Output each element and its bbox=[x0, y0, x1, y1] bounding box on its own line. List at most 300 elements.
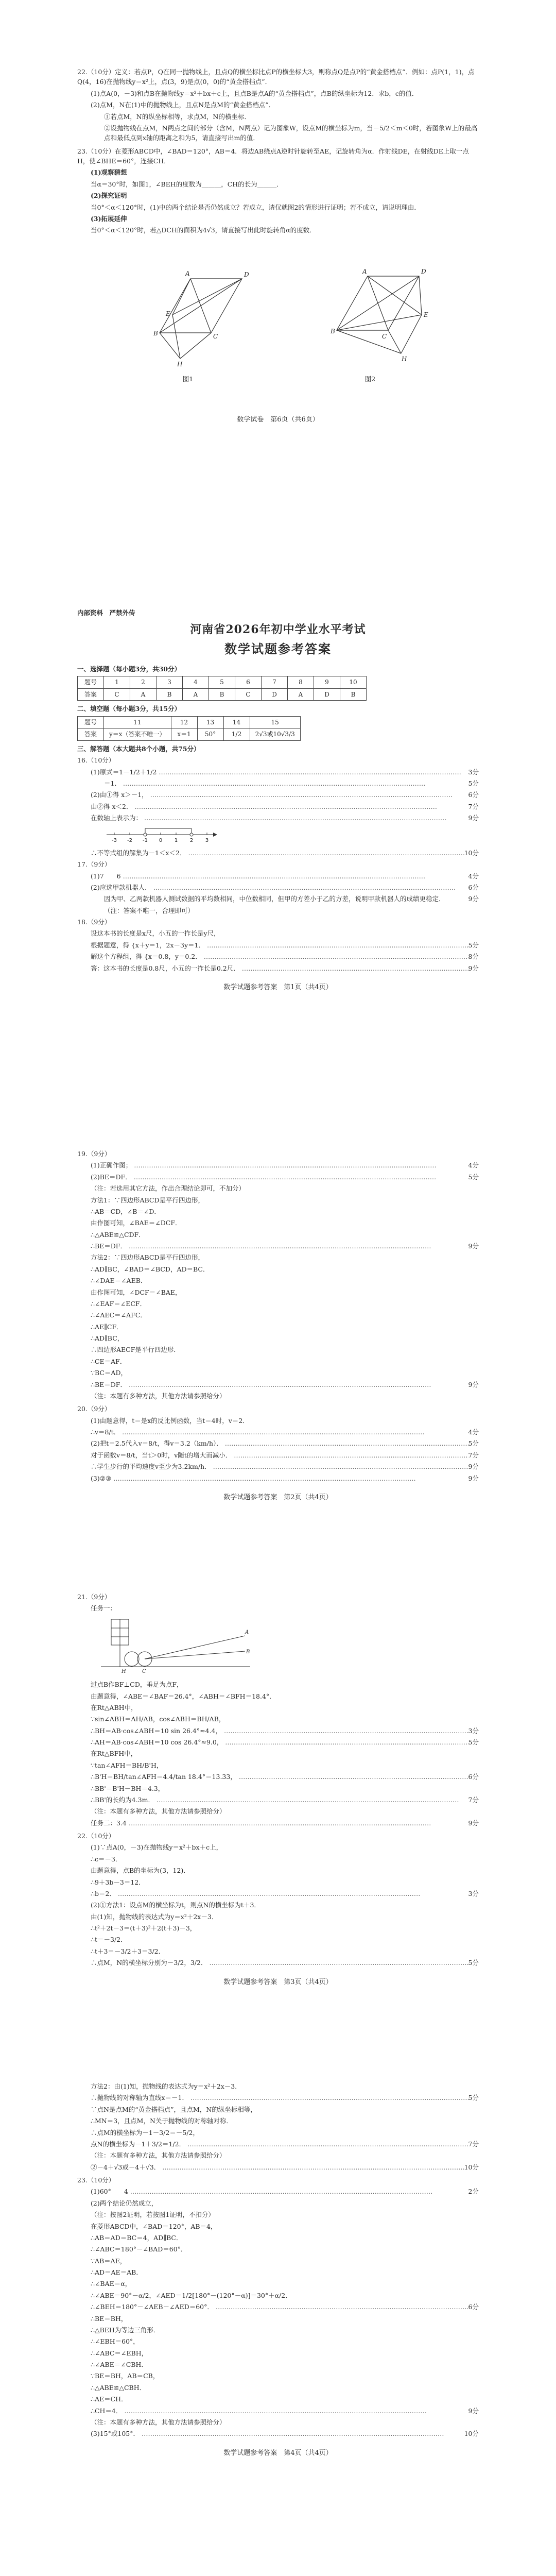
answer-text: 由题意得，∠ABE＝∠BAF＝26.4°，∠ABH＝∠BFH＝18.4°． bbox=[91, 1692, 276, 1700]
table-cell: C bbox=[235, 688, 262, 701]
answer-line bbox=[77, 871, 479, 881]
answer-text: ∴t²＋2t－3＝(t＋3)²＋2(t＋3)－3， bbox=[91, 1924, 197, 1932]
q23-stem: 23.（10分）在菱形ABCD中，∠BAD＝120°，AB＝4．将边AB绕点A逆时针旋转至AE，记旋转角为α．作射线DE，在射线DE上取一点H，使∠BHE＝60°，连接CH． bbox=[77, 147, 469, 165]
answer-line bbox=[77, 1160, 479, 1170]
answer-line bbox=[77, 1854, 479, 1864]
choice-answer-table bbox=[77, 676, 367, 701]
q23-part3-title: (3)拓展延伸 bbox=[91, 214, 127, 223]
answer-line bbox=[77, 940, 479, 950]
answer-line bbox=[77, 1416, 479, 1426]
score: 9分 bbox=[468, 2406, 479, 2415]
score: 4分 bbox=[468, 872, 479, 880]
answer-text: ∴∠DAE＝∠AEB． bbox=[91, 1277, 147, 1285]
answer-line bbox=[77, 1218, 479, 1228]
table-cell: 14 bbox=[223, 716, 250, 728]
answer-line bbox=[77, 1946, 479, 1956]
answer-text: ∴学生步行的平均速度v至少为3.2km/h． bbox=[91, 1463, 211, 1471]
answer-text: 由作图可知，∠BAE＝∠DCF． bbox=[91, 1219, 182, 1227]
table-cell: A bbox=[130, 688, 157, 701]
table-cell: 1/2 bbox=[223, 728, 250, 741]
score: 7分 bbox=[468, 1795, 479, 1804]
answer-line bbox=[77, 1207, 479, 1216]
answer-text: ∴CE＝AF． bbox=[91, 1357, 127, 1365]
answer-text: (2)由①得 x＞－1， bbox=[91, 791, 148, 799]
answer-line bbox=[77, 2128, 479, 2138]
answer-text: (1)7 6 bbox=[91, 872, 121, 880]
answer-text: (3)②③ bbox=[91, 1474, 112, 1482]
table-cell: 11 bbox=[104, 716, 171, 728]
answer-text: ∴AB＝CD，∠B＝∠D． bbox=[91, 1207, 161, 1215]
answer-line bbox=[77, 2256, 479, 2266]
answer-text: ∴∠EBH＝60°， bbox=[91, 2337, 140, 2346]
q23-part1: 当α＝30°时，如图1，∠BEH的度数为______，CH的长为______． bbox=[91, 180, 283, 188]
answer-text: ∴BE＝BH， bbox=[91, 2314, 128, 2323]
score: 3分 bbox=[468, 768, 479, 776]
section-2-title: 二、填空题（每小题3分，共15分） bbox=[77, 705, 181, 713]
table-cell: 12 bbox=[171, 716, 197, 728]
answer-text: ＝1． bbox=[104, 779, 121, 787]
answer-text: 答：这本书的长度是0.8尺，小五的一拃长是0.2尺． bbox=[91, 964, 240, 972]
exam-page-6 bbox=[77, 67, 479, 426]
answer-text: 由作图可知，∠DCF＝∠BAE， bbox=[91, 1288, 182, 1296]
answer-line bbox=[77, 2198, 479, 2208]
table-row bbox=[78, 716, 301, 728]
answer-line bbox=[77, 1772, 479, 1782]
section-3-title: 三、解答题（本大题共8个小题，共75分） bbox=[77, 744, 200, 753]
answer-line bbox=[77, 1866, 479, 1875]
answer-text: ∵tan∠AFH＝BH/B'H， bbox=[91, 1761, 163, 1769]
answer-text: (2)应选甲款机器人． bbox=[91, 883, 151, 891]
answer-text: ∴AE∥CF． bbox=[91, 1323, 123, 1331]
answer-text: (1)原式＝1－1/2＋1/2 bbox=[91, 768, 157, 776]
answer-line bbox=[77, 2360, 479, 2369]
answer-line bbox=[77, 1183, 479, 1193]
svg-text:A: A bbox=[362, 267, 367, 275]
score: 6分 bbox=[468, 791, 479, 799]
answer-text: (2)把t＝2.5代入v＝8/t，得v＝3.2（km/h）． bbox=[91, 1439, 223, 1448]
q22-part2a: ①若点M，N的纵坐标相等，求点M，N的横坐标． bbox=[104, 112, 251, 121]
table-cell: 1 bbox=[104, 676, 130, 689]
q19-answers bbox=[77, 1160, 479, 1401]
answer-text: ∵BE＝BH，AB＝CB， bbox=[91, 2372, 160, 2380]
number-line bbox=[77, 824, 479, 848]
answer-line bbox=[77, 2314, 479, 2324]
answer-line bbox=[77, 1726, 479, 1736]
score: 5分 bbox=[468, 1173, 479, 1181]
answer-text: ∴∠ABC＝180°－∠BAD＝60°． bbox=[91, 2245, 187, 2253]
score: 3分 bbox=[468, 1889, 479, 1897]
answer-text: 因为甲、乙两款机器人测试数据的平均数相同，中位数相同，但甲的方差小于乙的方差，说明甲款机器人的成绩更稳定． bbox=[104, 895, 445, 903]
score: 6分 bbox=[468, 1773, 479, 1781]
score: 2分 bbox=[468, 2188, 479, 2196]
answer-line bbox=[77, 1368, 479, 1378]
answer-text: (2)①方法1：设点M的横坐标为t，则点N的横坐标为t＋3． bbox=[91, 1901, 260, 1909]
answer-line bbox=[77, 2081, 479, 2091]
tick-label: 3 bbox=[205, 838, 209, 844]
answer-line bbox=[77, 1345, 479, 1354]
answer-line bbox=[77, 1287, 479, 1297]
answer-text: 解这个方程组，得 {x＝0.8，y＝0.2． bbox=[91, 953, 202, 961]
answer-line bbox=[77, 1749, 479, 1758]
answer-text: (1)∵点A(0，－3)在抛物线y＝x²＋bx＋c上， bbox=[91, 1843, 223, 1852]
score: 5分 bbox=[468, 779, 479, 787]
table-cell: 13 bbox=[197, 716, 223, 728]
answer-text: ∴c＝－3． bbox=[91, 1855, 122, 1863]
answer-line bbox=[77, 1760, 479, 1770]
table-cell: B bbox=[340, 688, 367, 701]
q22-part2: (2)点M，N在(1)中的抛物线上，且点N是点M的“黄金搭档点”． bbox=[91, 101, 275, 109]
table-cell: 7 bbox=[262, 676, 288, 689]
answer-text: 任务二：3.4 bbox=[91, 1819, 127, 1827]
answer-text: 方法2：∵四边形ABCD是平行四边形， bbox=[91, 1253, 204, 1262]
answer-line bbox=[77, 2348, 479, 2358]
answer-text: ∴v＝8/t． bbox=[91, 1428, 120, 1436]
q22-part2b: ②设抛物线在点M，N两点之间的部分（含M，N两点）记为图象W，设点M的横坐标为m，当－5/2＜m＜0时，若图象W上的最高点和最低点到x轴的距离之和为5，请直接写出m的值． bbox=[104, 124, 478, 142]
answer-text: ∴AD∥BC， bbox=[91, 1334, 124, 1342]
svg-text:A: A bbox=[245, 1629, 249, 1635]
score: 9分 bbox=[468, 1380, 479, 1388]
figure-1-diagram bbox=[124, 243, 252, 371]
answer-line bbox=[77, 1252, 479, 1262]
confidential-note: 内部资料 严禁外传 bbox=[77, 609, 135, 617]
answer-line bbox=[77, 1172, 479, 1182]
answer-line bbox=[77, 2150, 479, 2160]
table-cell: y＝x（答案不唯一） bbox=[104, 728, 171, 741]
answer-line bbox=[77, 813, 479, 823]
answer-text: ∴b＝2． bbox=[91, 1889, 116, 1897]
table-cell: B bbox=[209, 688, 235, 701]
answer-text: （注：本题有多种方法，其他方法请参照给分） bbox=[91, 1392, 226, 1400]
q22-answers bbox=[77, 1842, 479, 1968]
table-cell: 6 bbox=[235, 676, 262, 689]
score: 9分 bbox=[468, 1242, 479, 1250]
answers-page-2 bbox=[77, 1149, 479, 1503]
page-footer: 数学试题参考答案 第3页（共4页） bbox=[223, 1978, 333, 1986]
answer-line bbox=[77, 2291, 479, 2300]
answer-text: ∴MN＝3，且点M，N关于抛物线的对称轴对称． bbox=[91, 2117, 233, 2125]
answer-line bbox=[77, 1737, 479, 1747]
answer-text: ∴△ABE≌△CBH． bbox=[91, 2383, 146, 2392]
answer-text: ∴∠ABE＝90°－α/2，∠AED＝1/2[180°－(120°－α)]＝30°＋α/2． bbox=[91, 2291, 292, 2299]
answer-line bbox=[77, 1784, 479, 1793]
answer-text: 对于函数v＝8/t，当t＞0时，v随t的增大而减小． bbox=[91, 1451, 232, 1459]
answer-text: ∴CH＝4． bbox=[91, 2406, 123, 2415]
score: 9分 bbox=[468, 895, 479, 903]
answer-text: ∴∠AEC＝∠AFC． bbox=[91, 1311, 147, 1319]
answer-text: ∴∠EAF＝∠ECF． bbox=[91, 1299, 147, 1308]
answer-text: ∴∠BEH＝180°－∠AEB－∠AED＝60°． bbox=[91, 2303, 214, 2311]
score: 9分 bbox=[468, 1463, 479, 1471]
figure-1-caption: 图1 bbox=[182, 375, 194, 383]
answer-text: ∴BE＝DF． bbox=[91, 1242, 127, 1250]
q18-title: 18.（9分） bbox=[77, 918, 111, 926]
answer-line bbox=[77, 1333, 479, 1343]
answer-line bbox=[77, 2325, 479, 2335]
answer-line bbox=[77, 1923, 479, 1933]
answer-line bbox=[77, 1438, 479, 1448]
svg-text:H: H bbox=[401, 355, 407, 363]
answer-line bbox=[77, 894, 479, 904]
svg-text:C: C bbox=[381, 332, 387, 340]
score: 5分 bbox=[468, 2094, 479, 2102]
table-cell: 答案 bbox=[78, 728, 104, 741]
q23-part1-title: (1)观察猜想 bbox=[91, 168, 127, 177]
score: 9分 bbox=[468, 1819, 479, 1827]
table-cell: 8 bbox=[288, 676, 314, 689]
answer-text: 方法2：由(1)知，抛物线的表达式为y＝x²＋2x－3． bbox=[91, 2082, 241, 2090]
answer-line bbox=[77, 1912, 479, 1922]
answer-text: ∴不等式组的解集为－1＜x＜2． bbox=[91, 849, 186, 857]
answer-line bbox=[77, 2139, 479, 2149]
answer-text: (2)BE＝DF． bbox=[91, 1173, 132, 1181]
svg-text:E: E bbox=[166, 310, 170, 317]
table-row bbox=[78, 688, 367, 701]
table-cell: 10 bbox=[340, 676, 367, 689]
table-cell: 题号 bbox=[78, 676, 104, 689]
answer-line bbox=[77, 883, 479, 892]
answer-text: 点N的横坐标为－1＋3/2＝1/2． bbox=[91, 2140, 186, 2148]
answer-text: ∴t＋3＝－3/2＋3＝3/2． bbox=[91, 1947, 165, 1955]
q21-diagram bbox=[91, 1615, 255, 1677]
svg-text:D: D bbox=[244, 270, 249, 278]
answer-line bbox=[77, 2105, 479, 2114]
answer-line bbox=[77, 1818, 479, 1828]
table-cell: 50° bbox=[197, 728, 223, 741]
score: 4分 bbox=[468, 1428, 479, 1436]
answer-text: 设这本书的长度是x尺，小五的一拃长是y尺， bbox=[91, 929, 220, 938]
answers-page-1 bbox=[77, 608, 479, 993]
answer-text: （注：本题有多种方法，其他方法请参照给分） bbox=[91, 2151, 226, 2160]
answer-line bbox=[77, 2093, 479, 2103]
table-cell: C bbox=[104, 688, 130, 701]
tick-label: -2 bbox=[127, 838, 132, 844]
answer-line bbox=[77, 963, 479, 973]
answer-line bbox=[77, 1462, 479, 1471]
tick-label: -3 bbox=[112, 838, 117, 844]
page-footer: 数学试题参考答案 第1页（共4页） bbox=[223, 983, 333, 991]
score: 3分 bbox=[468, 1726, 479, 1735]
answer-text: ∵点N是点M的“黄金搭档点”，且点M，N的纵坐标相等， bbox=[91, 2105, 257, 2113]
answer-text: 过点B作BF⊥CD，垂足为点F， bbox=[91, 1681, 183, 1689]
answer-text: 由②得 x＜2． bbox=[91, 802, 133, 810]
answer-line bbox=[77, 1806, 479, 1816]
q22-stem: 22.（10分）定义：若点P，Q在同一抛物线上，且点Q的横坐标比点P的横坐标大3，则称点Q是点P的“黄金搭档点”．例如：点P(1，1)，点Q(4，16)在抛物线y＝x²上，点(3，9)是点(0，0)的“黄金搭档点”． bbox=[77, 68, 475, 86]
figure-2-diagram bbox=[306, 243, 435, 371]
answer-text: ∴B'H＝BH/tan∠AFH＝4.4/tan 18.4°＝13.33， bbox=[91, 1773, 237, 1781]
answer-line bbox=[77, 1380, 479, 1389]
answer-line bbox=[77, 2429, 479, 2438]
answer-line bbox=[77, 1391, 479, 1401]
answers-page-4 bbox=[77, 2081, 479, 2459]
answer-text: 在Rt△BFH中， bbox=[91, 1750, 137, 1758]
figure-1 bbox=[124, 243, 252, 384]
answer-text: ∴BB'的长约为4.3m． bbox=[91, 1795, 154, 1804]
answer-text: ∴AH＝AB·cos∠ABH＝10 cos 26.4°≈9.0， bbox=[91, 1738, 223, 1746]
answer-text: ∴△ABE≌△CDF． bbox=[91, 1230, 145, 1239]
table-cell: 4 bbox=[183, 676, 209, 689]
answer-text: 由(1)知，抛物线的表达式为y＝x²＋2x－3． bbox=[91, 1912, 218, 1921]
figure-2 bbox=[306, 243, 435, 384]
svg-text:B: B bbox=[330, 327, 335, 335]
answer-line bbox=[77, 1473, 479, 1483]
answer-line bbox=[77, 848, 479, 858]
answer-text: 在数轴上表示为： bbox=[91, 814, 143, 822]
table-cell: D bbox=[262, 688, 288, 701]
figure-2-caption: 图2 bbox=[364, 375, 376, 383]
table-cell: 5 bbox=[209, 676, 235, 689]
q20-title: 20.（9分） bbox=[77, 1405, 111, 1413]
score: 5分 bbox=[468, 1738, 479, 1746]
table-cell: A bbox=[288, 688, 314, 701]
answer-line bbox=[77, 1195, 479, 1205]
table-cell: 答案 bbox=[78, 688, 104, 701]
score: 6分 bbox=[468, 2303, 479, 2311]
answer-line bbox=[77, 2383, 479, 2393]
answer-text: ∴点M的横坐标为－1－3/2＝－5/2， bbox=[91, 2128, 199, 2137]
answer-line bbox=[77, 1322, 479, 1332]
q23-part2: 当0°＜α＜120°时，(1)中的两个结论是否仍然成立？若成立，请仅就图2的情形进行证明；若不成立，请说明理由． bbox=[91, 203, 421, 211]
table-row bbox=[78, 728, 301, 741]
answer-line bbox=[77, 1958, 479, 1968]
answer-line bbox=[77, 2267, 479, 2277]
answer-line bbox=[77, 790, 479, 800]
section-1-title: 一、选择题（每小题3分，共30分） bbox=[77, 665, 181, 673]
answer-line bbox=[77, 2417, 479, 2427]
score: 5分 bbox=[468, 941, 479, 949]
page-footer: 数学试题参考答案 第4页（共4页） bbox=[223, 2449, 333, 2457]
q23-part2-title: (2)探究证明 bbox=[91, 192, 127, 200]
table-cell: A bbox=[183, 688, 209, 701]
answer-text: ∴t＝－3/2． bbox=[91, 1936, 127, 1944]
table-cell: 15 bbox=[250, 716, 300, 728]
table-cell: B bbox=[157, 688, 183, 701]
score: 10分 bbox=[464, 849, 479, 857]
answer-text: 在菱形ABCD中，∠BAD＝120°，AB＝4， bbox=[91, 2222, 217, 2230]
answer-line bbox=[77, 2233, 479, 2243]
answer-line bbox=[77, 1889, 479, 1899]
q23-answers bbox=[77, 2187, 479, 2438]
q17-title: 17.（9分） bbox=[77, 860, 111, 869]
answer-line bbox=[77, 2244, 479, 2254]
answer-line bbox=[77, 1691, 479, 1701]
answer-text: ∴BE＝DF． bbox=[91, 1380, 127, 1388]
q16-title: 16.（10分） bbox=[77, 756, 115, 765]
score: 5分 bbox=[468, 1439, 479, 1448]
answer-text: （注：本题有多种方法，其他方法请参照给分） bbox=[91, 1807, 226, 1816]
table-row bbox=[78, 676, 367, 689]
answer-line bbox=[77, 1877, 479, 1887]
q21-task-label: 任务一： bbox=[91, 1604, 117, 1613]
answer-text: ∵BC＝AD， bbox=[91, 1369, 127, 1377]
answer-text: （注：按图2证明，若按图1证明，不扣分） bbox=[91, 2211, 215, 2219]
answer-text: ∴AD＝AE＝AB． bbox=[91, 2268, 143, 2276]
q22-continued-answers bbox=[77, 2081, 479, 2172]
answer-text: （注：若选用其它方法，作出合理结论即可，不加分） bbox=[91, 1184, 246, 1193]
answer-line bbox=[77, 1703, 479, 1713]
answer-line bbox=[77, 2371, 479, 2381]
answer-line bbox=[77, 2210, 479, 2219]
figures bbox=[124, 243, 479, 384]
q23-title: 23.（10分） bbox=[77, 2176, 115, 2184]
answer-line bbox=[77, 1427, 479, 1437]
q22-part1: (1)点A(0，－3)和点B在抛物线y＝x²＋bx＋c上，且点B是点A的“黄金搭档点”，点B的纵坐标为12．求b，c的值． bbox=[91, 89, 419, 97]
answer-line bbox=[77, 778, 479, 788]
answer-line bbox=[77, 1264, 479, 1274]
table-cell: 2√3或10√3/3 bbox=[250, 728, 300, 741]
answer-text: ∵sin∠ABH＝AH/AB，cos∠ABH＝BH/AB， bbox=[91, 1715, 225, 1723]
tick-label: 0 bbox=[159, 838, 163, 844]
page-footer: 数学试卷 第6页（共6页） bbox=[237, 416, 319, 424]
q21-answers bbox=[77, 1680, 479, 1828]
answer-text: ∴BH＝AB·cos∠ABH＝10 sin 26.4°≈4.4， bbox=[91, 1726, 222, 1735]
q19-title: 19.（9分） bbox=[77, 1150, 111, 1158]
answer-text: ∴∠ABE＝∠CBH． bbox=[91, 2361, 148, 2368]
score: 10分 bbox=[464, 2430, 479, 2438]
answer-line bbox=[77, 1230, 479, 1240]
answer-text: 在Rt△ABH中， bbox=[91, 1703, 137, 1711]
score: 7分 bbox=[468, 2140, 479, 2148]
q21-figure bbox=[77, 1615, 479, 1680]
answer-line bbox=[77, 1900, 479, 1910]
q21-title: 21.（9分） bbox=[77, 1593, 111, 1601]
score: 9分 bbox=[468, 964, 479, 972]
svg-text:H: H bbox=[177, 360, 183, 368]
score: 9分 bbox=[468, 814, 479, 822]
svg-text:H: H bbox=[121, 1668, 126, 1674]
answer-line bbox=[77, 2302, 479, 2312]
fill-answer-table bbox=[77, 716, 301, 741]
score: 10分 bbox=[464, 2163, 479, 2171]
answer-line bbox=[77, 802, 479, 811]
answer-line bbox=[77, 1450, 479, 1460]
tick-label: 2 bbox=[189, 838, 194, 844]
svg-text:D: D bbox=[421, 267, 426, 275]
exam-title: 河南省2026年初中学业水平考试 bbox=[190, 623, 366, 637]
answer-text: (1)由题意得，t＝是x的反比例函数，当t＝4时，v＝2． bbox=[91, 1416, 249, 1425]
answer-text: ∴四边形AECF是平行四边形． bbox=[91, 1346, 180, 1354]
answer-line bbox=[77, 1299, 479, 1309]
table-cell: 9 bbox=[314, 676, 340, 689]
answer-text: (1)正确作图； bbox=[91, 1161, 132, 1170]
answer-text: ∴∠BAE＝α， bbox=[91, 2280, 132, 2288]
note: （注：答案不唯一，合理即可） bbox=[104, 906, 195, 914]
table-cell: 3 bbox=[157, 676, 183, 689]
answer-text: ∴AB＝AD＝BC＝4，AD∥BC． bbox=[91, 2233, 183, 2242]
svg-text:B: B bbox=[246, 1649, 250, 1655]
score: 5分 bbox=[468, 1959, 479, 1967]
answer-line bbox=[77, 2222, 479, 2231]
score: 7分 bbox=[468, 1451, 479, 1459]
answer-text: (2)两个结论仍然成立， bbox=[91, 2199, 158, 2207]
page-footer: 数学试题参考答案 第2页（共4页） bbox=[223, 1493, 333, 1501]
answer-text: ∴点M，N的横坐标分别为－3/2，3/2． bbox=[91, 1959, 207, 1967]
score: 6分 bbox=[468, 883, 479, 891]
answer-line bbox=[77, 1357, 479, 1366]
answer-text: ∴AD∥BC，∠BAD＝∠BCD，AD＝BC． bbox=[91, 1265, 210, 1273]
score: 9分 bbox=[468, 1474, 479, 1482]
answer-line bbox=[77, 1935, 479, 1944]
answer-text: 由题意得，点B的坐标为(3，12)． bbox=[91, 1867, 190, 1875]
answer-line bbox=[77, 2394, 479, 2404]
table-cell: 2 bbox=[130, 676, 157, 689]
table-cell: x＝1 bbox=[171, 728, 197, 741]
score: 8分 bbox=[468, 953, 479, 961]
answer-text: (1)60° 4 bbox=[91, 2188, 128, 2196]
answer-line bbox=[77, 2116, 479, 2126]
tick-label: -1 bbox=[143, 838, 148, 844]
answer-line bbox=[77, 1310, 479, 1320]
answer-line bbox=[77, 1276, 479, 1285]
